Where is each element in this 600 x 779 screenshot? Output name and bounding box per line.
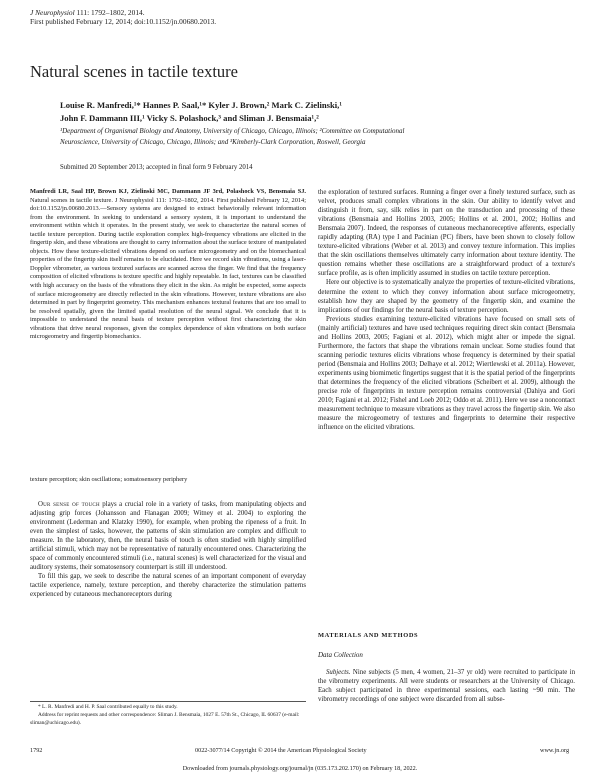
subjects-body: Nine subjects (5 men, 4 women, 21–37 yr old) were recruited to participate in the vibrometry experiments. All were students or researchers at the University of Chicago. Each subject participated in three experimental sessions, each lasting ~90 min. The vibrometry recordings of one subject were discarded from all subse- — [318, 669, 575, 704]
abstract — [30, 188, 306, 342]
footnote-correspondence: Address for reprint requests and other correspondence: Sliman J. Bensmaia, 1027 E. 57th St., Chicago, IL 60637 (e-mail: sliman@uchicago.edu). — [30, 711, 300, 726]
intro-paragraph-2: To fill this gap, we seek to describe the natural scenes of an important component of everyday tactile experience, namely, texture perception, and thereby characterize the stimulation patterns experienced by cutaneous mechanoreceptors during — [30, 573, 306, 599]
keywords: texture perception; skin oscillations; somatosensory periphery — [30, 476, 188, 483]
footnote-equal-contribution: * L. R. Manfredi and H. P. Saal contributed equally to this study. — [38, 704, 178, 710]
subjects-lead: Subjects. — [326, 669, 351, 676]
right-paragraph-3: Previous studies examining texture-elicited vibrations have focused on small sets of (mainly artificial) textures and have used techniques requiring direct skin contact (Bensmaia and Hollins 2003, 2005; Fagiani et al. 2012), which might alter or impede the signal. Furthermore, the factors that shape the vibrations remain unclear. Some studies found that scanning periodic textures elicits vibrations whose frequency is determined by their spatial period (Bensmaia and Hollins 2003; Delhaye et al. 2012; Wiertlewski et al. 2011a). However, experiments using biomimetic fingertips suggest that it is the spatial period of the fingerprints that determines the frequency of the elicited vibrations (Scheibert et al. 2009), although the precise role of fingerprints in texture perception remains controversial (Dahiya and Gori 2010; Fagiani et al. 2012; Fishel and Loeb 2012; Oddo et al. 2011). Here we use a noncontact measurement technique to measure vibrations as they travel across the fingertip skin. We also measure the microgeometry of textures and fingerprints to determine their respective influence on the elicited vibrations. — [318, 315, 575, 432]
abstract-body: Sensory systems are designed to extract behaviorally relevant information from the environment. In seeking to understand a sensory system, it is important to understand the environment within which it operates. In the present study, we seek to characterize the natural scenes of tactile texture perception. During tactile exploration complex high-frequency vibrations are elicited in the fingertip skin, and these vibrations are thought to carry information about the surface texture of manipulated objects. How these texture-elicited vibrations depend on surface microgeometry and on the biomechanical properties of the fingertip skin itself remains to be elucidated. Here we record skin vibrations, using a laser-Doppler vibrometer, as various textured surfaces are scanned across the finger. We find that the frequency composition of elicited vibrations is texture specific and highly repeatable. In fact, textures can be classified with high accuracy on the basis of the vibrations they elicit in the skin. As might be expected, some aspects of surface microgeometry are directly reflected in the skin vibrations. However, texture vibrations are also determined in part by fingerprint geometry. This mechanism enhances textural features that are too small to be resolved spatially, given the limited spatial resolution of the neural signal. We conclude that it is impossible to understand the neural basis of texture perception without first characterizing the skin vibrations that drive neural responses, given the complex dependence of skin vibrations on both surface microgeometry and fingertip biomechanics. — [30, 205, 306, 341]
affiliation-line-1: ¹Department of Organismal Biology and Anatomy, University of Chicago, Chicago, Illinois; ²Committee on Computational — [60, 127, 405, 135]
doi-line: First published February 12, 2014; doi:10.1152/jn.00680.2013. — [30, 17, 217, 27]
page-title: Natural scenes in tactile texture — [30, 62, 238, 81]
author-line-2: John F. Dammann III,¹ Vicky S. Polashock,³ and Sliman J. Bensmaia¹,² — [60, 113, 319, 123]
abstract-lead: Manfredi LR, Saal HP, Brown KJ, Zielinski MC, Dammann JF 3rd, Polashock VS, Bensmaia SJ. — [30, 188, 306, 195]
subjects-paragraph — [318, 668, 575, 704]
footnote-divider — [30, 701, 306, 702]
footnotes — [30, 704, 306, 727]
download-notice: Downloaded from journals.physiology.org/journal/jn (035.173.202.170) on February 18, 2022. — [182, 765, 418, 772]
journal-citation: 111: 1792–1802, 2014. — [74, 8, 145, 17]
data-collection-heading: Data Collection — [318, 651, 363, 659]
introduction — [30, 500, 306, 600]
page-number: 1792 — [30, 747, 43, 754]
right-paragraph-2: Here our objective is to systematically analyze the properties of texture-elicited vibrations, determine the extent to which they convey information about surface microgeometry, establish how they are shaped by the geometry of the fingertip skin, and examine the implications of our findings for the neural basis of texture perception. — [318, 279, 575, 314]
author-line-1: Louise R. Manfredi,¹* Hannes P. Saal,¹* Kyler J. Brown,² Mark C. Zielinski,¹ — [60, 100, 342, 110]
copyright: 0022-3077/14 Copyright © 2014 the American Physiological Society — [195, 747, 367, 754]
right-paragraph-1: the exploration of textured surfaces. Running a finger over a finely textured surface, such as velvet, produces small complex vibrations in the skin. Our ability to identify velvet and distinguish it from, say, silk relies in part on the transduction and processing of these vibrations (Bensmaia and Hollins 2003, 2005; Hollins et al. 2001, 2002; Hollins and Bensmaia 2007). Indeed, the responses of cutaneous mechanoreceptive afferents, especially rapidly adapting (RA) type I and Pacinian (PC) fibers, have been shown to closely follow texture-elicited vibrations (Weber et al. 2013) and convey texture information. This implies that the skin oscillations themselves ultimately carry information about texture identity. The question remains whether these oscillations are a straightforward product of a texture's surface profile, as is often implicitly assumed in studies on tactile texture perception. — [318, 189, 575, 278]
journal-url[interactable]: www.jn.org — [540, 747, 570, 754]
submission-dates: Submitted 20 September 2013; accepted in final form 9 February 2014 — [60, 164, 253, 171]
affiliation-line-2: Neuroscience, University of Chicago, Chicago, Illinois; and ³Kimberly-Clark Corporation, Roswell, Georgia — [60, 138, 366, 146]
intro-lead: Our sense of touch — [38, 501, 100, 508]
journal-header — [30, 8, 216, 27]
methods-heading: MATERIALS AND METHODS — [318, 632, 419, 639]
abstract-citation: Natural scenes in tactile texture. J Neurophysiol 111: 1792–1802, 2014. First published February 12, 2014; doi:10.1152/jn.00680.2013.— — [30, 196, 306, 213]
journal-name: J Neurophysiol — [30, 8, 75, 17]
intro-paragraph-1: plays a crucial role in a variety of tasks, from manipulating objects and adjusting grip forces (Johansson and Flanagan 2009; Witney et al. 2004) to exploring the environment (Lederman and Klatzky 1990), for example, when probing the ripeness of a fruit. In even the simplest of tasks, however, the patterns of skin stimulation are complex and difficult to measure. In the laboratory, then, the neural basis of touch is often studied with highly simplified artificial stimuli, which may not be representative of naturally encountered ones. Characterizing the space of commonly encountered stimuli (i.e., natural scenes) is well characterized for the visual and auditory systems, their somatosensory counterpart is still ill understood. — [30, 501, 306, 572]
right-column — [318, 188, 575, 432]
